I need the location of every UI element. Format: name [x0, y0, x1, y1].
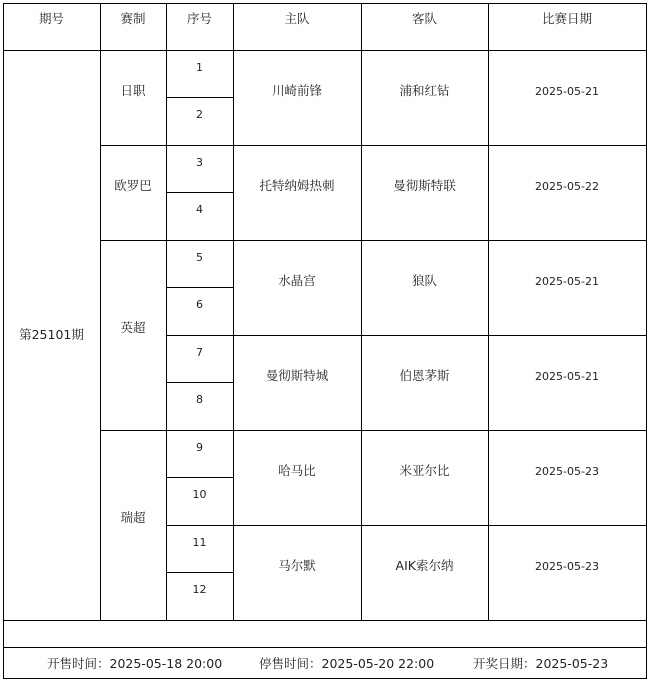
seq-cell: 9 — [196, 440, 203, 454]
home-team-cell: 马尔默 — [278, 557, 316, 573]
seq-cell: 6 — [196, 297, 203, 311]
league-cell: 欧罗巴 — [114, 177, 152, 193]
away-team-cell: 米亚尔比 — [399, 462, 450, 478]
sale-end-time: 停售时间：2025-05-20 22:00 — [259, 656, 435, 671]
seq-cell: 3 — [196, 155, 203, 169]
away-team-cell: AIK索尔纳 — [395, 557, 454, 573]
league-cell: 瑞超 — [120, 509, 146, 525]
header-seq: 序号 — [186, 10, 212, 26]
table-border-right — [646, 3, 647, 679]
seq-cell: 10 — [192, 487, 207, 501]
home-team-cell: 水晶宫 — [278, 272, 316, 288]
seq-cell: 8 — [196, 392, 203, 406]
seq-cell: 7 — [196, 345, 203, 359]
draw-date: 开奖日期：2025-05-23 — [473, 656, 609, 671]
match-date-cell: 2025-05-23 — [535, 464, 599, 478]
period-cell: 第25101期 — [19, 326, 84, 342]
match-date-cell: 2025-05-21 — [535, 274, 599, 288]
seq-cell: 5 — [196, 250, 203, 264]
seq-cell: 11 — [192, 535, 207, 549]
away-team-cell: 浦和红钻 — [399, 82, 450, 98]
seq-cell: 2 — [196, 107, 203, 121]
away-team-cell: 伯恩茅斯 — [399, 367, 450, 383]
home-team-cell: 曼彻斯特城 — [265, 367, 329, 383]
home-team-cell: 哈马比 — [278, 462, 316, 478]
sale-start-time: 开售时间：2025-05-18 20:00 — [47, 656, 223, 671]
header-away: 客队 — [411, 10, 437, 26]
seq-cell: 1 — [196, 60, 203, 74]
home-team-cell: 川崎前锋 — [271, 82, 322, 98]
seq-cell: 12 — [192, 582, 207, 596]
header-league: 赛制 — [120, 10, 146, 26]
header-home: 主队 — [284, 10, 310, 26]
away-team-cell: 狼队 — [411, 272, 437, 288]
table-border-bottom — [3, 678, 647, 679]
league-cell: 日职 — [120, 82, 146, 98]
away-team-cell: 曼彻斯特联 — [393, 177, 456, 193]
header-period: 期号 — [38, 10, 64, 26]
seq-cell: 4 — [196, 202, 203, 216]
match-date-cell: 2025-05-21 — [535, 369, 599, 383]
match-date-cell: 2025-05-21 — [535, 84, 599, 98]
home-team-cell: 托特纳姆热刺 — [259, 177, 335, 193]
match-date-cell: 2025-05-23 — [535, 559, 599, 573]
league-cell: 英超 — [120, 319, 146, 335]
match-date-cell: 2025-05-22 — [535, 179, 599, 193]
header-date: 比赛日期 — [541, 10, 592, 26]
